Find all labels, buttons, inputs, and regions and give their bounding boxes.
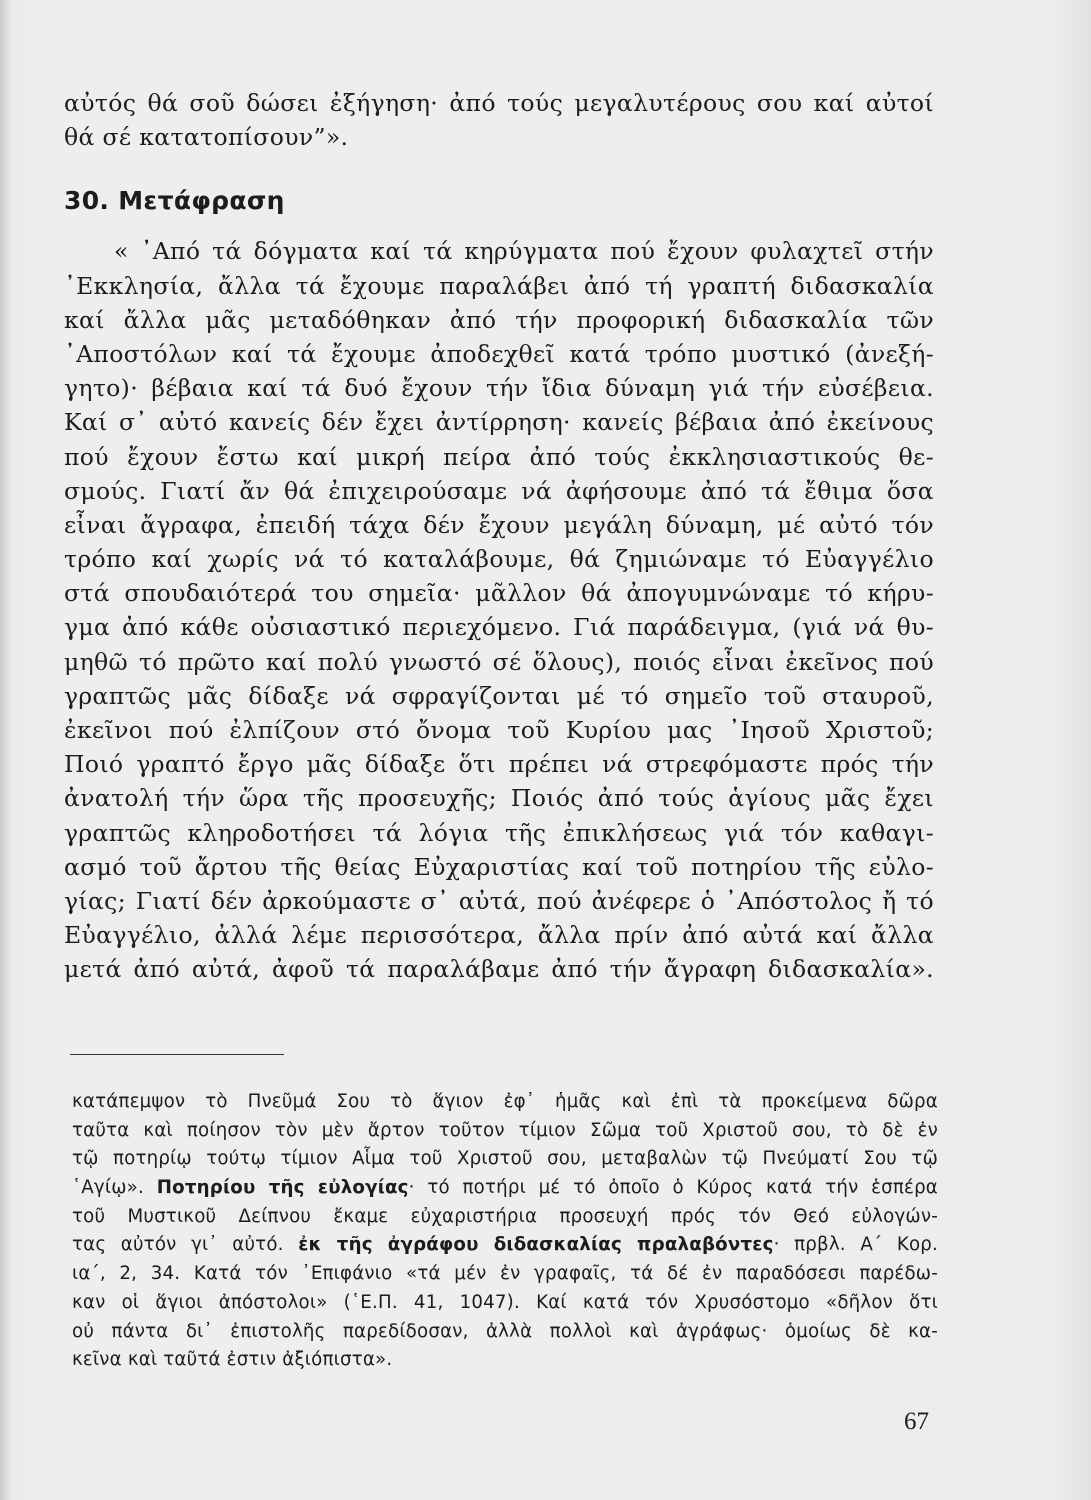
paragraph-line: ἐκεῖνοι πού ἐλπίζουν στό ὄνομα τοῦ Κυρίου μας ᾿Ιησοῦ Χριστοῦ;	[64, 716, 934, 744]
section-heading: 30. Μετάφραση	[64, 186, 285, 216]
footnote-line: κατάπεμψον τὸ Πνεῦμά Σου τὸ ἅγιον ἐφ᾿ ἡμᾶς καὶ ἐπὶ τὰ προκείμενα δῶρα	[72, 1091, 938, 1112]
footnote-line: οὐ πάντα δι᾿ ἐπιστολῆς παρεδίδοσαν, ἀλλὰ πολλοὶ καὶ ἀγράφως· ὁμοίως δὲ κα-	[72, 1320, 938, 1342]
paragraph-line: Καί σ᾿ αὐτό κανείς δέν ἔχει ἀντίρρηση· κανείς βέβαια ἀπό ἐκείνους	[64, 408, 934, 437]
paragraph-line: στά σπουδαιότερά του σημεῖα· μᾶλλον θά ἀπογυμνώναμε τό κήρυ-	[64, 579, 934, 608]
footnote-line: ια´, 2, 34. Κατά τόν ᾿Επιφάνιο «τά μέν ἐν γραφαῖς, τά δέ ἐν παραδόσεσι παρέδω-	[72, 1263, 938, 1285]
footnote-separator	[70, 1054, 284, 1055]
main-text	[64, 86, 934, 987]
footnote-line	[72, 1174, 938, 1203]
paragraph-line: γμα ἀπό κάθε οὐσιαστικό περιεχόμενο. Γιά παράδειγμα, (γιά νά θυ-	[64, 613, 934, 642]
paragraph-line: ᾿Εκκλησία, ἄλλα τά ἔχουμε παραλάβει ἀπό τή γραπτή διδασκαλία	[64, 271, 934, 300]
footnote-term: Ποτηρίου τῆς εὐλογίας	[156, 1177, 409, 1199]
footnote-text: ῾Αγίῳ».	[72, 1177, 144, 1199]
paragraph-line: γητο)· βέβαια καί τά δυό ἔχουν τήν ἴδια δύναμη γιά τήν εὐσέβεια.	[64, 374, 934, 403]
intro-line: αὐτός θά σοῦ δώσει ἐξήγηση· ἀπό τούς μεγαλυτέρους σου καί αὐτοί	[64, 89, 934, 117]
paragraph	[64, 234, 934, 986]
paragraph-line: γραπτῶς μᾶς δίδαξε νά σφραγίζονται μέ τό σημεῖο τοῦ σταυροῦ,	[64, 681, 934, 710]
paragraph-line: πού ἔχουν ἔστω καί μικρή πείρα ἀπό τούς ἐκκλησιαστικούς θε-	[64, 442, 934, 471]
paragraph-line: Εὐαγγέλιο, ἀλλά λέμε περισσότερα, ἄλλα πρίν ἀπό αὐτά καί ἄλλα	[64, 921, 934, 950]
paragraph-line: γίας; Γιατί δέν ἀρκούμαστε σ᾿ αὐτά, πού ἀνέφερε ὁ ᾿Απόστολος ἤ τό	[64, 886, 934, 915]
paragraph-line: καί ἄλλα μᾶς μεταδόθηκαν ἀπό τήν προφορική διδασκαλία τῶν	[64, 305, 934, 334]
paragraph-line: σμούς. Γιατί ἄν θά ἐπιχειρούσαμε νά ἀφήσουμε ἀπό τά ἔθιμα ὅσα	[64, 476, 934, 505]
paragraph-line: ασμό τοῦ ἄρτου τῆς θείας Εὐχαριστίας καί τοῦ ποτηρίου τῆς εὐλο-	[64, 852, 934, 881]
footnote-line	[72, 1231, 938, 1260]
paragraph-line: μετά ἀπό αὐτά, ἀφοῦ τά παραλάβαμε ἀπό τήν ἄγραφη διδασκαλία».	[64, 955, 934, 984]
footnote-line: τῷ ποτηρίῳ τούτῳ τίμιον Αἷμα τοῦ Χριστοῦ σου, μεταβαλὼν τῷ Πνεύματί Σου τῷ	[72, 1148, 938, 1170]
footnote-text: · τό ποτήρι μέ τό ὁποῖο ὁ Κύρος κατά τήν ἑσπέρα	[408, 1177, 939, 1199]
footnote-line: ταῦτα καὶ ποίησον τὸν μὲν ἄρτον τοῦτον τίμιον Σῶμα τοῦ Χριστοῦ σου, τὸ δὲ ἐν	[72, 1119, 938, 1141]
page-spine-shadow	[0, 0, 10, 1500]
paragraph-line: γραπτῶς κληροδοτήσει τά λόγια τῆς ἐπικλήσεως γιά τόν καθαγι-	[64, 818, 934, 847]
footnote-text: · πρβλ. Α´ Κορ.	[773, 1234, 939, 1256]
paragraph-line: « ᾿Από τά δόγματα καί τά κηρύγματα πού ἔχουν φυλαχτεῖ στήν	[114, 237, 934, 266]
page-number: 67	[904, 1408, 929, 1435]
paragraph-line: εἶναι ἄγραφα, ἐπειδή τάχα δέν ἔχουν μεγάλη δύναμη, μέ αὐτό τόν	[64, 510, 934, 539]
footnote-text: τας αὐτόν γι᾿ αὐτό.	[72, 1234, 284, 1256]
footnote-line: κεῖνα καὶ ταῦτά ἐστιν ἀξιόπιστα».	[72, 1349, 393, 1371]
footnote-line: καν οἱ ἅγιοι ἀπόστολοι» (῾Ε.Π. 41, 1047). Καί κατά τόν Χρυσόστομο «δῆλον ὅτι	[72, 1291, 938, 1313]
footnote	[72, 1088, 938, 1375]
footnote-line: τοῦ Μυστικοῦ Δείπνου ἔκαμε εὐχαριστήρια προσευχή πρός τόν Θεό εὐλογών-	[72, 1205, 938, 1227]
paragraph-line: μηθῶ τό πρῶτο καί πολύ γνωστό σέ ὅλους), ποιός εἶναι ἐκεῖνος πού	[64, 647, 934, 676]
paragraph-line: τρόπο καί χωρίς νά τό καταλάβουμε, θά ζημιώναμε τό Εὐαγγέλιο	[64, 545, 934, 574]
paragraph-line: Ποιό γραπτό ἔργο μᾶς δίδαξε ὅτι πρέπει νά στρεφόμαστε πρός τήν	[64, 750, 934, 779]
intro-line: θά σέ κατατοπίσουν”».	[64, 123, 349, 152]
paragraph-line: ᾿Αποστόλων καί τά ἔχουμε ἀποδεχθεῖ κατά τρόπο μυστικό (ἀνεξή-	[64, 339, 934, 368]
footnote-term: ἐκ τῆς ἀγράφου διδασκαλίας πραλαβόντες	[298, 1234, 774, 1256]
paragraph-line: ἀνατολή τήν ὥρα τῆς προσευχῆς; Ποιός ἀπό τούς ἁγίους μᾶς ἔχει	[64, 784, 934, 813]
